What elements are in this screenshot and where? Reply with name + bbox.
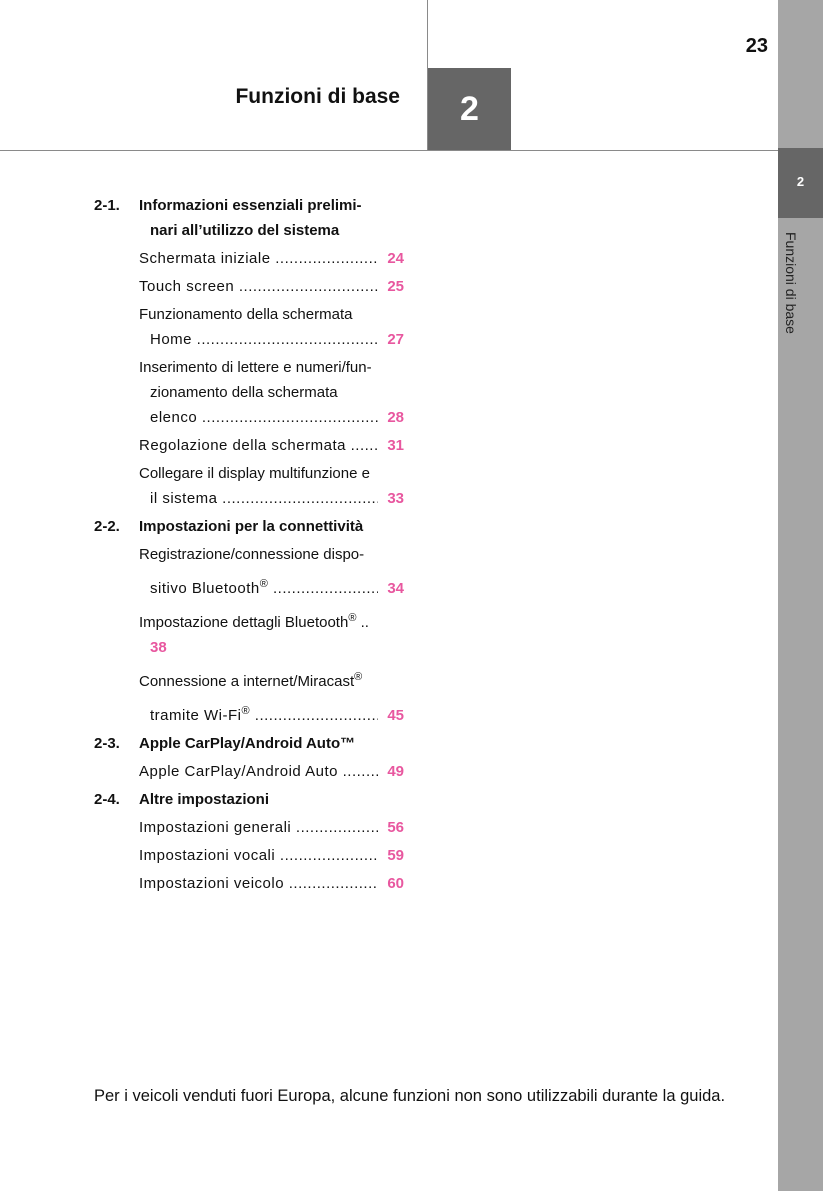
toc-item-label: Impostazioni veicolo ..... xyxy=(139,871,378,896)
toc-item-label: Impostazioni vocali ..... xyxy=(139,843,378,868)
toc-item-label: Schermata iniziale ..... xyxy=(139,246,378,271)
toc-item-regolazione-schermata[interactable] xyxy=(139,433,404,458)
toc-item-dettagli-bluetooth[interactable]: Impostazione dettagli Bluetooth® .. 38 xyxy=(139,610,404,660)
toc-item-page[interactable]: 45 xyxy=(387,707,404,724)
toc-item-page[interactable]: 56 xyxy=(387,819,404,836)
toc-item-impostazioni-generali[interactable] xyxy=(139,815,404,840)
toc-item-impostazioni-vocali[interactable] xyxy=(139,843,404,868)
toc-item-page[interactable]: 38 xyxy=(150,639,167,656)
toc-section-2-4[interactable] xyxy=(94,787,404,812)
section-number: 2-2. xyxy=(94,518,120,535)
toc-item-label: sitivo Bluetooth xyxy=(150,580,260,597)
toc-section-2-1[interactable] xyxy=(94,193,404,243)
page-number: 23 xyxy=(745,35,768,57)
toc-item-label: Regolazione della schermata ..... xyxy=(139,433,378,458)
section-title-line: Impostazioni per la connettività xyxy=(139,518,364,535)
toc-section-2-3[interactable] xyxy=(94,731,404,756)
toc-item-page[interactable]: 25 xyxy=(387,278,404,295)
registered-mark: ® xyxy=(348,612,357,624)
toc-item-label: Impostazioni generali ..... xyxy=(139,815,378,840)
footer-note: Per i veicoli venduti fuori Europa, alcune funzioni non sono utilizzabili durante la guida. xyxy=(94,1087,726,1105)
side-chapter-tab[interactable]: 2 xyxy=(778,148,823,218)
toc-item-impostazioni-veicolo[interactable] xyxy=(139,871,404,896)
toc-item-label: Touch screen ..... xyxy=(139,274,378,299)
section-number: 2-3. xyxy=(94,735,120,752)
toc-item-schermata-iniziale[interactable] xyxy=(139,246,404,271)
chapter-title: Funzioni di base xyxy=(235,85,400,108)
registered-mark: ® xyxy=(241,705,251,717)
toc-item-label: tramite Wi-Fi xyxy=(150,707,242,724)
section-number: 2-4. xyxy=(94,791,120,808)
toc-item-label: Registrazione/connessione dispo- xyxy=(139,546,365,563)
toc-section-2-2[interactable] xyxy=(94,514,404,539)
toc-item-label: elenco ..... xyxy=(139,405,378,430)
toc-item-carplay-android[interactable] xyxy=(139,759,404,784)
toc-item-page[interactable]: 49 xyxy=(387,763,404,780)
toc-item-page[interactable]: 24 xyxy=(387,250,404,267)
toc-item-label: Connessione a internet/Miracast xyxy=(139,673,355,690)
toc-item-page[interactable]: 34 xyxy=(387,580,404,597)
toc-item-label: Apple CarPlay/Android Auto ..... xyxy=(139,759,378,784)
toc-item-page[interactable]: 28 xyxy=(387,409,404,426)
registered-mark: ® xyxy=(354,671,363,683)
toc-item-page[interactable]: 27 xyxy=(387,331,404,348)
chapter-number-box: 2 xyxy=(428,68,511,150)
side-chapter-label: Funzioni di base xyxy=(783,232,799,334)
toc-item-label: Inserimento di lettere e numeri/fun- xyxy=(139,359,372,376)
toc-item-registrazione-bluetooth[interactable] xyxy=(139,542,404,601)
section-title-line: Altre impostazioni xyxy=(139,791,270,808)
section-title-line: nari all’utilizzo del sistema xyxy=(150,222,340,239)
toc-item-label: Home ..... xyxy=(139,327,378,352)
header-divider-horizontal xyxy=(0,150,778,151)
toc-item-page[interactable]: 59 xyxy=(387,847,404,864)
toc-item-touch-screen[interactable] xyxy=(139,274,404,299)
section-title-line: Apple CarPlay/Android Auto™ xyxy=(139,735,356,752)
toc-item-page[interactable]: 31 xyxy=(387,437,404,454)
section-title-line: Informazioni essenziali prelimi- xyxy=(139,197,362,214)
registered-mark: ® xyxy=(259,578,269,590)
toc-item-page[interactable]: 60 xyxy=(387,875,404,892)
toc-item-label: zionamento della schermata xyxy=(150,384,338,401)
toc-item-page[interactable]: 33 xyxy=(387,490,404,507)
toc-item-display-multifunzione[interactable] xyxy=(139,461,404,511)
toc-item-inserimento-lettere[interactable] xyxy=(139,355,404,430)
toc-item-label: Funzionamento della schermata xyxy=(139,306,353,323)
section-number: 2-1. xyxy=(94,197,120,214)
toc-item-label: Impostazione dettagli Bluetooth xyxy=(139,614,349,631)
toc-item-label: il sistema ..... xyxy=(139,486,378,511)
toc-item-internet-miracast[interactable] xyxy=(139,669,404,728)
toc-item-label: Collegare il display multifunzione e xyxy=(139,465,370,482)
table-of-contents xyxy=(94,190,404,896)
toc-item-schermata-home[interactable] xyxy=(139,302,404,352)
